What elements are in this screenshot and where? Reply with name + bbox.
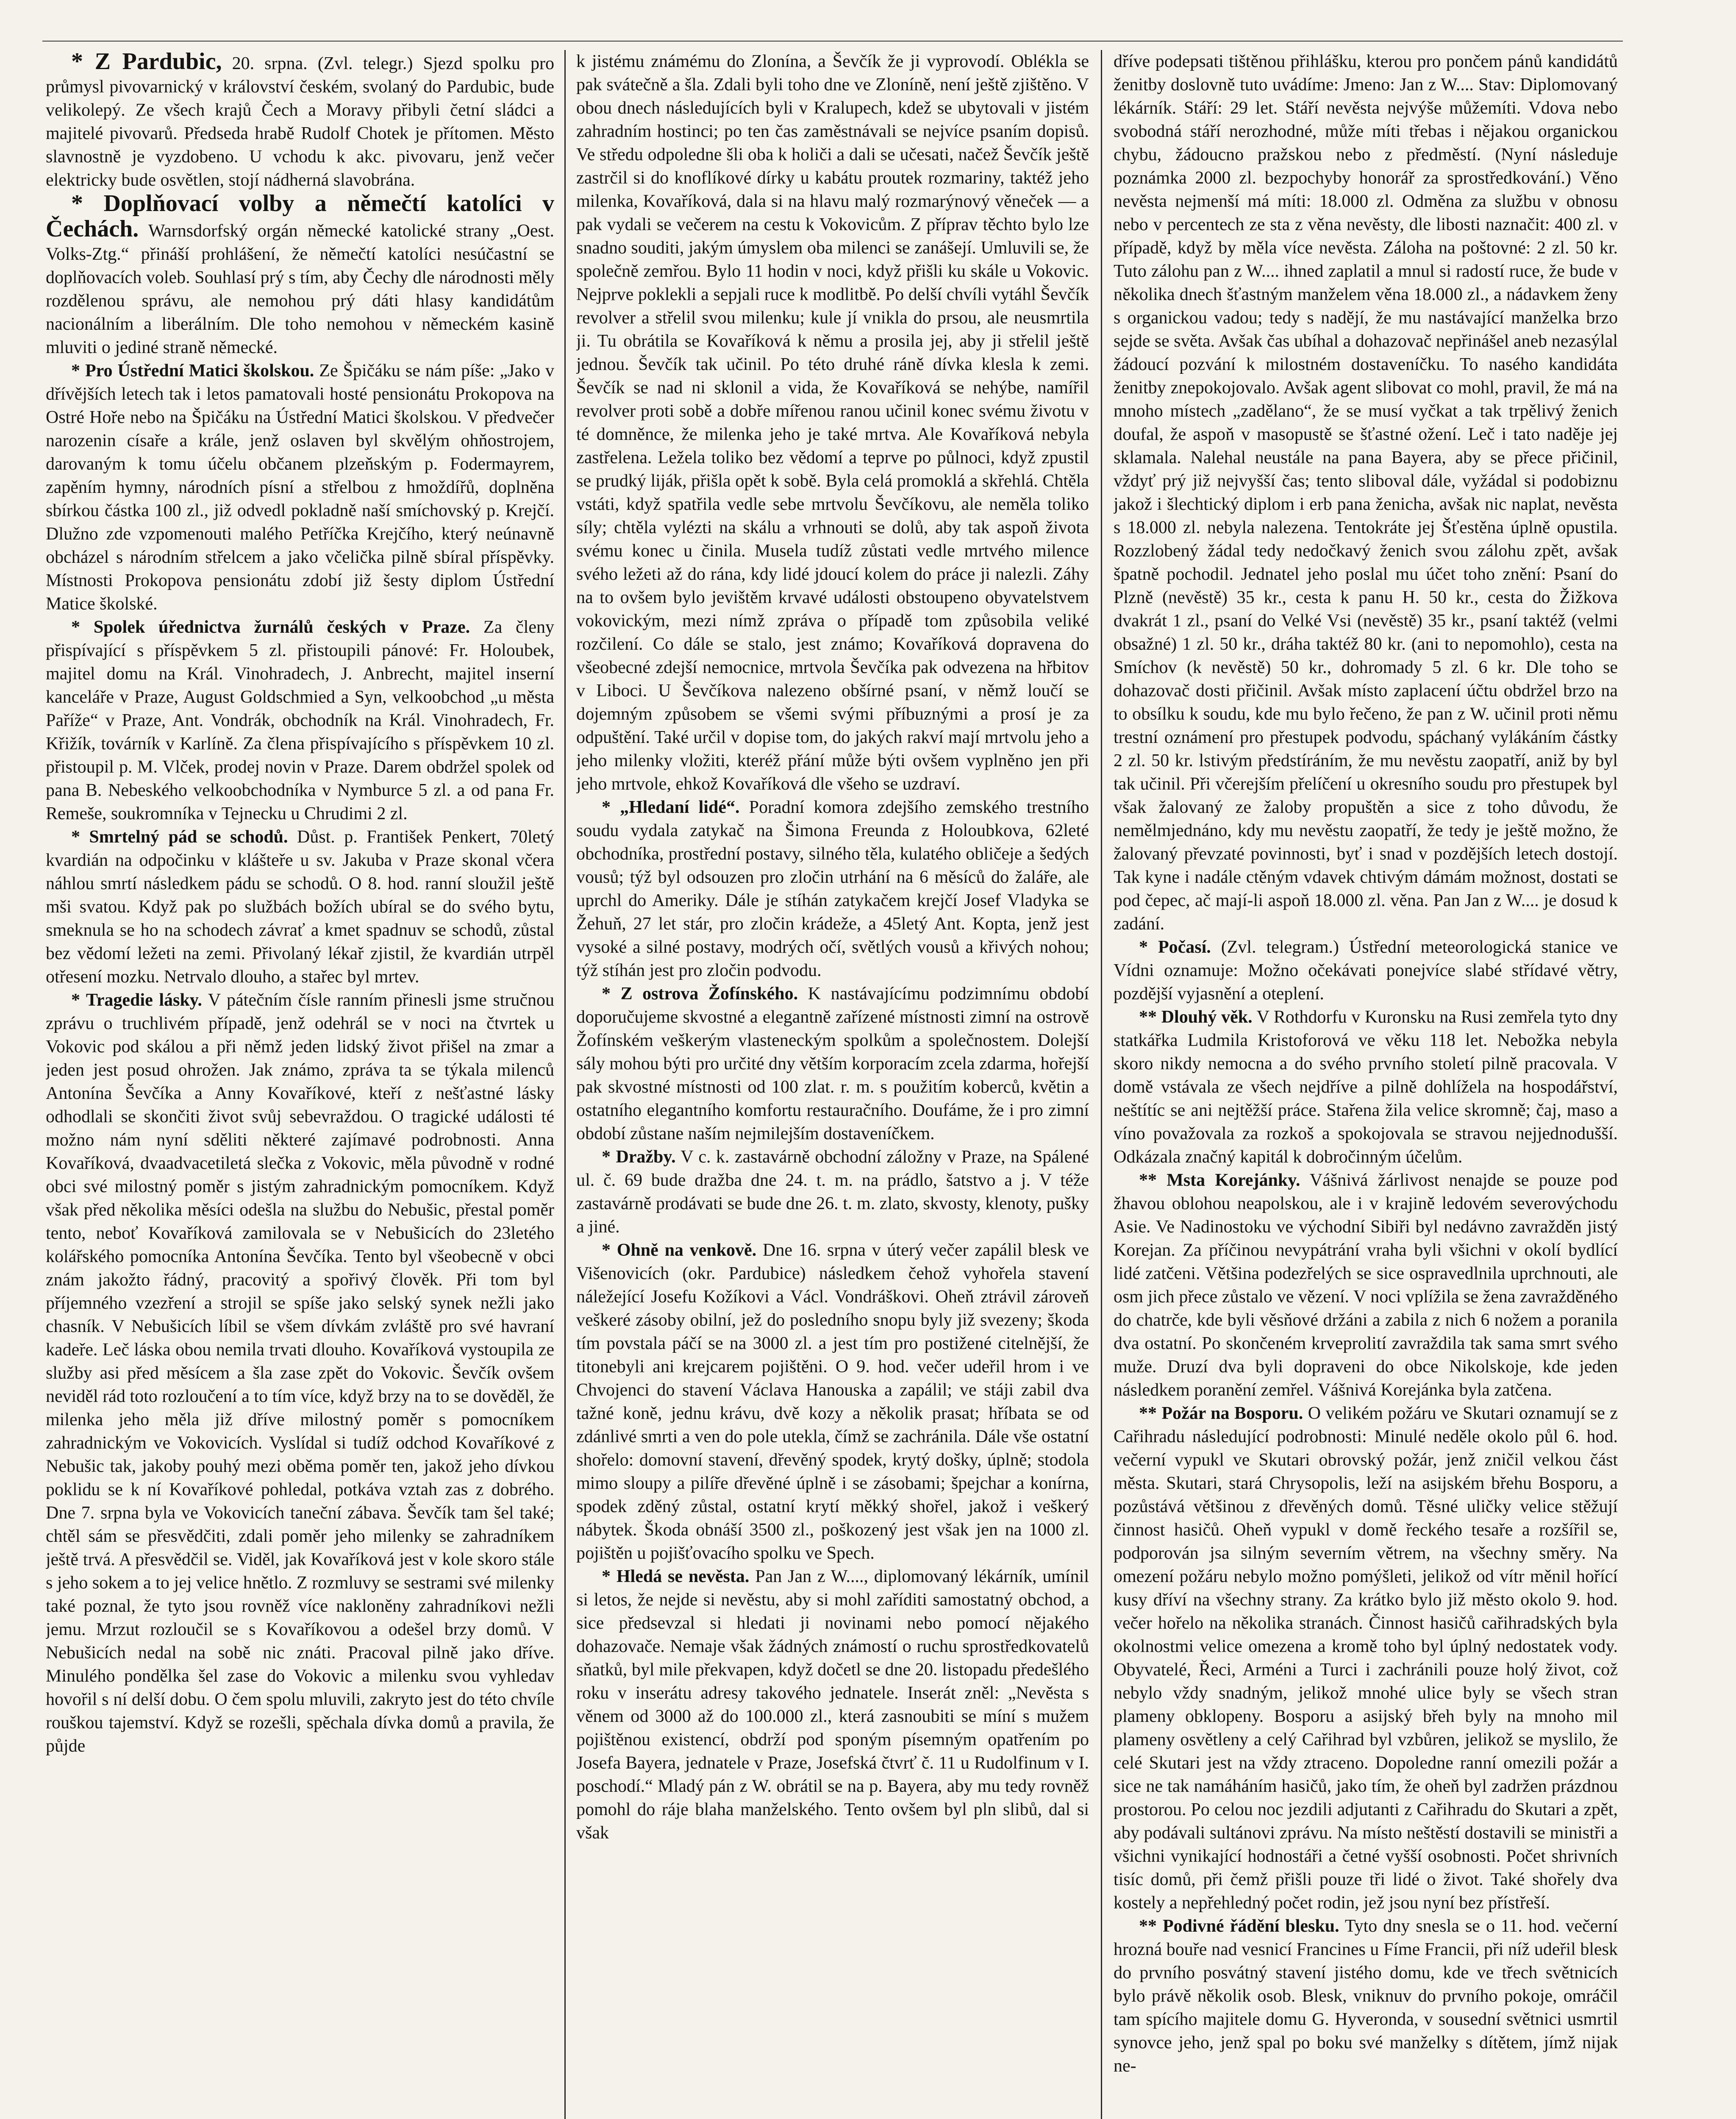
- article-paragraph: [1114, 1402, 1618, 1915]
- article-paragraph: [576, 796, 1089, 982]
- article-paragraph: [576, 1146, 1089, 1239]
- article-body: Poradní komora zdejšího zemského trestního soudu vydala zatykač na Šimona Freunda z Holoubkova, 62leté obchodníka, prostřední postavy, silného těla, kulatého obličeje a šedých vousů; týž byl odsouzen pro zločin utrhání na 6 měsíců do žaláře, ale uprchl do Ameriky. Dále je stíhán zatykačem krejčí Josef Vladyka se Žehuň, 27 let stár, pro zločin krádeže, a 45letý Ant. Kopta, jenž jest vysoké a silné postavy, modrých očí, světlých vousů a křivých nohou; týž stíhán jest pro zločin podvodu.: [576, 798, 1089, 980]
- article: [46, 192, 554, 359]
- article-paragraph: [46, 192, 554, 359]
- article-body: dříve podepsati tištěnou přihlášku, kterou pro pončem pánů kandidátů ženitby doslovně tuto uvádíme: Jmeno: Jan z W.... Stav: Diplomovaný lékárník. Stáří: 29 let. Stáří nevěsta nejvýše můžemíti. Vdova nebo svobodná stáří nerozhodné, může míti třebas i nějakou organickou chybu, žádoucno pražskou nebo z předměstí. (Nyní následuje poznámka 2000 zl. bezpochyby honorář za sprostředkování.) Věno nevěsta nejmenší má míti: 18.000 zl. Odměna za službu v obnosu nebo v percentech ze sta z věna nevěsty, dle libosti naznačit: 400 zl. v případě, když by měla více nevěsta. Záloha na poštovné: 2 zl. 50 kr. Tuto zálohu pan z W.... ihned zaplatil a mnul si radostí ruce, že bude v několika dnech šťastným manželem věna 18.000 zl., a nádavkem ženy s organickou vadou; tedy s nadějí, že mu nastávající manželka brzo sejde se světa. Avšak čas ubíhal a dohazovač nepřinášel aneb nezasýlal žádoucí pozvání k milostném dostaveníčku. To nasého kandidáta ženitby znepokojovalo. Avšak agent slibovat co mohl, pravil, že má na mnoho místech „zadělano“, že se musí vyčkat a tak trpělivý ženich doufal, že aspoň v masopustě se šťastné ožení. Leč i tato naděje jej sklamala. Nalehal neustále na pana Bayera, aby se přece přičinil, vždyť prý již nejvyšší čas; tento sliboval dále, vyžádal si podobiznu jakož i šlechtický diplom i erb pana ženicha, avšak nic naplat, nevěsta s 18.000 zl. nebyla nalezena. Tentokráte jej Šťestěna úplně opustila. Rozzlobený žádal tedy nedočkavý ženich svou zálohu zpět, avšak špatně pochodil. Jednatel jeho poslal mu účet toho znění: Psaní do Plzně (nevěstě) 35 kr., cesta k panu H. 50 kr., cesta do Žižkova dvakrát 1 zl., psaní do Velké Vsi (nevěstě) 35 kr., psaní taktéž (velmi obsažné) 1 zl. 50 kr., dráha taktéž 80 kr. (ani to nepomohlo), cesta na Smíchov (k nevěstě) 50 kr., dohromady 5 zl. 6 kr. Dle toho se dohazovač dosti přičinil. Avšak místo zaplacení účtu obdržel brzo na to obsílku k soudu, kde mu bylo řečeno, že pan z W. učinil proti němu trestní oznámení pro přestupek podvodu, spáchaný vylákáním částky 2 zl. 50 kr. lstivým předstíráním, že mu nevěstu zaopatří, aniž by byl tak učinil. Při včerejším přelíčení u okresního soudu pro přestupek byl však žalovaný ze žaloby propuštěn a sice z toho důvodu, že nemělmjednáno, kdy mu nevěstu zaopatří, že tedy je ještě možno, že žalovaný převzaté povinnosti, byť i snad v pozdějších letech dostojí. Tak kyne i nadále ctěným vdavek chtivým dámám možnost, dostati se pod čepec, ač mají-li aspoň 18.000 zl. věna. Pan Jan z W.... je dosud k zadání.: [1114, 52, 1618, 934]
- article-body: V Rothdorfu v Kuronsku na Rusi zemřela tyto dny statkářka Ludmila Kristoforová ve věku 118 let. Nebožka nebyla skoro nikdy nemocna a do svého prvního století pilně pracovala. V domě vstávala ze všech nejdříve a pilně dohlížela na hospodářství, neštítíc se ani nejtěžší práce. Stařena žila velice skromně; čaj, maso a víno považovala za rozkoš a spokojovala se stravou nejjednodušší. Odkázala značný kapitál k dobročinným účelům.: [1114, 1007, 1618, 1167]
- article-paragraph: [1114, 1915, 1618, 2078]
- article-headline: * Smrtelný pád se schodů.: [71, 827, 288, 847]
- article-paragraph: [576, 1239, 1089, 1565]
- article-paragraph: [46, 616, 554, 826]
- article-headline: ** Dlouhý věk.: [1139, 1007, 1253, 1027]
- article-headline: ** Požár na Bosporu.: [1139, 1404, 1303, 1423]
- article-body: 20. srpna. (Zvl. telegr.) Sjezd spolku pro průmysl pivovarnický v království českém, svolaný do Pardubic, bude velikolepý. Ze všech krajů Čech a Moravy přibyli četní sládci a majitelé pivovarů. Předseda hrabě Rudolf Chotek je přítomen. Město slavnostně je vyzdobeno. U vchodu k akc. pivovaru, jenž večer elektricky bude osvětlen, stojí nádherná slavobrána.: [46, 54, 554, 190]
- article: [46, 50, 554, 192]
- article-paragraph: [576, 1565, 1089, 1845]
- article-body: Vášnivá žárlivost nenajde se pouze pod žhavou oblohou neapolskou, ale i v krajině ledovém severovýchodu Asie. Ve Nadinostoku ve východní Sibiři byl nedávno zavražděn jistý Korejan. Za příčinou nevypátrání vraha byli všichni v okolí bydlící lidé zatčeni. Většina podezřelých se sice ospravedlnila uprchnouti, ale osm jich přece zůstalo ve vězení. V noci vplížila se žena zavražděného do chatrče, kde byli věsňové držáni a zabila z nich 6 nožem a poranila dva ostatní. Po skončeném krveprolití zavraždila tak sama smrt svého muže. Druzí dva byli dopraveni do obce Nikolskoje, kde jeden následkem poranění zemřel. Vášnivá Korejánka byla zatčena.: [1114, 1171, 1618, 1400]
- article: [576, 1146, 1089, 1239]
- article: [576, 50, 1089, 796]
- article: [1114, 50, 1618, 936]
- article-headline: * Z Pardubic,: [71, 50, 222, 75]
- article-headline: * Pro Ústřední Matici školskou.: [71, 361, 314, 381]
- top-rule: [42, 41, 1623, 42]
- article-headline: * Tragedie lásky.: [71, 990, 202, 1010]
- article-paragraph: [1114, 936, 1618, 1006]
- article: [1114, 936, 1618, 1006]
- column-2: [576, 50, 1089, 2119]
- article: [576, 796, 1089, 982]
- article-body: Warnsdorfský orgán německé katolické strany „Oest. Volks-Ztg.“ přináší prohlášení, že němečtí katolíci nesúčastní se doplňovacích voleb. Souhlasí prý s tím, aby Čechy dle národnosti měly rozdělenou správu, ale nemohou prý dáti hlasy kandidátům nacionálním a liberálním. Dle toho nemohou v německém kasině mluviti o jediné straně německé.: [46, 221, 554, 357]
- article-paragraph: [576, 982, 1089, 1146]
- article-paragraph: [1114, 1006, 1618, 1169]
- article-headline: * Hledá se nevěsta.: [602, 1567, 750, 1586]
- article: [1114, 1915, 1618, 2078]
- article-body: Důst. p. František Penkert, 70letý kvardián na odpočinku v klášteře u sv. Jakuba v Praze skonal včera náhlou smrtí následkem pádu se schodů. O 8. hod. ranní sloužil ještě mši svatou. Když pak po službách božích ubíral se do svého bytu, smeknula se ho na schodech závrať a kmet spadnuv se schodů, zůstal bez vědomí ležeti na zemi. Přivolaný lékař zjistil, že kvardián utrpěl otřesení mozku. Netrvalo dlouho, a stařec byl mrtev.: [46, 827, 554, 987]
- article-body: Pan Jan z W...., diplomovaný lékárník, umínil si letos, že nejde si nevěstu, aby si mohl zaříditi samostatný obchod, a sice předsevzal si hledati ji novinami nebo pomocí nějakého dohazovače. Nemaje však žádných známostí o ruchu sprostředkovatelů sňatků, byl mile překvapen, když dočetl se dne 20. listopadu předešlého roku v inserátu adresy takového jednatele. Inserát zněl: „Nevěsta s věnem od 3000 až do 100.000 zl., která zasnoubiti se míní s mužem pojištěnou existencí, obdrží pod sponým písemným opatřením po Josefa Bayera, jednatele v Praze, Josefská čtvrť č. 11 u Rudolfinum v I. poschodí.“ Mladý pán z W. obrátil se na p. Bayera, aby mu tedy rovněž pomohl do ráje blaha manželského. Tento ovšem byl pln slibů, dal si však: [576, 1567, 1089, 1843]
- article-body: V c. k. zastavárně obchodní záložny v Praze, na Spálené ul. č. 69 bude dražba dne 24. t. m. na prádlo, šatstvo a j. V téže zastavárně prodávati se bude dne 26. t. m. zlato, skvosty, klenoty, pušky a jiné.: [576, 1147, 1089, 1237]
- article-headline: ** Podivné řádění blesku.: [1139, 1916, 1339, 1936]
- article-paragraph: [46, 50, 554, 192]
- article: [46, 616, 554, 826]
- article-body: O velikém požáru ve Skutari oznamují se z Cařihradu následující podrobnosti: Minulé neděle okolo půl 6. hod. večerní vypukl ve Skutari obrovský požár, jenž zničil velkou část města. Skutari, stará Chrysopolis, leží na asijském břehu Bosporu, a pozůstává většinou z dřevěných domů. Těsné uličky velice stěžují činnost hasičů. Oheň vypukl v domě řeckého tesaře a rozšířil se, podporován jsa silným severním větrem, na všechny směry. Na omezení požáru nebylo možno pomýšleti, jelikož od vítr měnil hořící kusy dříví na všechny strany. Za krátko bylo již město okolo 9. hod. večer hořelo na několika stranách. Činnost hasičů cařihradských byla okolnostmi velice omezena a kromě toho byl úplný nedostatek vody. Obyvatelé, Řeci, Arméni a Turci i zachránili pouze holý život, což nebylo vždy snadným, jelikož mnohé ulice byly se všech stran plameny obklopeny. Bosporu a asijský břeh byly na mnoho mil plameny osvětleny a celý Cařihrad byl vzbůren, jelikož se myslilo, že celé Skutari jest na vždy ztraceno. Dopoledne ranní omezili požár a sice ne tak namáháním hasičů, jako tím, že oheň byl zadržen prázdnou prostorou. Po celou noc jezdili adjutanti z Cařihradu do Skutari a zpět, aby podávali sultánovi zprávu. Na místo neštěstí dostavili se ministři a všichni vynikající hodnostáři a četné vyšší osobnosti. Počet shrivních tisíc domů, při čemž přišli pouze tři lidé o život. Také shořely dva kostely a nepřehledný počet rodin, jež jsou nyní bez přístřeší.: [1114, 1404, 1618, 1913]
- column-divider: [1101, 50, 1102, 2119]
- article-paragraph: [1114, 1169, 1618, 1402]
- article-paragraph: [46, 989, 554, 1758]
- article-body: Dne 16. srpna v úterý večer zapálil blesk ve Višenovicích (okr. Pardubice) následkem čehož vyhořela stavení náležející Josefu Kožíkovi a Václ. Vondráškovi. Oheň ztrávil zároveň veškeré zásoby obilní, jež do posledního snopu byly již svezeny; škoda tím povstala páčí se na 3000 zl. a jest tím pro postižené citelnější, že titonebyli ani krejcarem pojištěni. O 9. hod. večer udeřil hrom i ve Chvojenci do stavení Václava Hanouska a zapálil; ve stáji zabil dva tažné koně, jednu krávu, dvě kozy a několik prasat; hříbata se od zdánlivé smrti a ven do pole utekla, čímž se zachránila. Dále vše ostatní shořelo: domovní stavení, dřevěný spodek, krytý došky, úplně; stodola mimo sloupy a pilíře dřevěné úplně i se zásobami; špejchar a konírna, spodek zděný zůstal, ostatní krytí měkký shořel, jakož i veškerý nábytek. Škoda obnáší 3500 zl., poškozený jest však jen na 1000 zl. pojištěn u pojišťovacího spolku ve Spech.: [576, 1240, 1089, 1563]
- column-divider: [564, 50, 566, 2119]
- article-headline: * „Hledaní lidé“.: [602, 798, 740, 817]
- article-body: V pátečním čísle ranním přinesli jsme stručnou zprávu o truchlivém případě, jenž odehrál se v noci na čtvrtek u Vokovic pod skálou a při němž jeden lidský život přišel na zmar a jeden jest posud ohrožen. Jak známo, zpráva ta se týkala milenců Antonína Ševčíka a Anny Kovaříkové, kteří z nešťastné lásky odhodlali se skončiti život svůj sebevraždou. O tragické události té možno nám nyní sděliti některé zajímavé podrobnosti. Anna Kovaříková, dvaadvacetiletá slečka z Vokovic, měla původně v rodné obci své milostný poměr s jistým zahradnickým pomocníkem. Když však před několika měsíci odešla na službu do Nebušic, přestal poměr tento, neboť Kovaříková zamilovala se v Nebušicích do 23letého kolářského pomocníka Antonína Ševčíka. Tento byl všeobecně v obci znám jakožto řádný, pracovitý a spořivý člověk. Při tom byl příjemného vzezření a strojil se spíše jako selský synek nežli jako chasník. V Nebušicích líbil se všem dívkám zvláště pro své havraní kadeře. Leč láska obou nemila trvati dlouho. Kovaříková vystoupila ze služby asi před měsícem a šla zase zpět do Vokovic. Ševčík ovšem neviděl rád toto rozloučení a to tím více, když brzy na to se dověděl, že milenka jeho měla již dříve milostný poměr s pomocníkem zahradnickým ve Vokovicích. Vyslídal si tudíž odchod Kovaříkové z Nebušic tak, jakoby pouhý mezi oběma poměr ten, jakož jeho dívkou poklidu se k ní Kovaříkové pohledal, potkáva vztah zas z dobrého. Dne 7. srpna byla ve Vokovicích taneční zábava. Ševčík tam šel také; chtěl sám se přesvědčiti, zdali poměr jeho milenky se zahradníkem ještě trvá. A přesvědčil se. Viděl, jak Kovaříková jest v kole skoro stále s jeho sokem a to jej velice hnětlo. Z rozmluvy se sestrami své milenky také poznal, že tyto jsou rovněž více nakloněny zahradníkovi nežli jemu. Mrzut rozloučil se s Kovaříkovou a odešel brzy domů. V Nebušicích nedal na sobě nic znáti. Pracoval pilně jako dříve. Minulého pondělka šel zase do Vokovic a milenku svou vyhledav hovořil s ní delší dobu. O čem spolu mluvili, zakryto jest do této chvíle rouškou tajemství. Když se rozešli, spěchala dívka domů a pravila, že půjde: [46, 990, 554, 1756]
- article-paragraph: [576, 50, 1089, 796]
- article-headline: * Počasí.: [1139, 937, 1211, 957]
- article-headline: * Spolek úřednictva žurnálů českých v Praze.: [71, 617, 470, 637]
- article-body: Za členy přispívající s příspěvkem 5 zl. přistoupili pánové: Fr. Holoubek, majitel domu na Král. Vinohradech, J. Anbrecht, majitel inserní kanceláře v Praze, August Goldschmied a Syn, velkoobchod „u města Paříže“ v Praze, Ant. Vondrák, obchodník na Král. Vinohradech, Fr. Křižík, továrník v Karlíně. Za člena přispívajícího s příspěvkem 10 zl. přistoupil p. M. Vlček, prodej novin v Praze. Darem obdržel spolek od pana B. Nebeského velkoobchodníka v Nymburce 5 zl. a od pana Fr. Remeše, soukromníka v Tejnecku u Chrudimi 2 zl.: [46, 617, 554, 823]
- article: [1114, 1402, 1618, 1915]
- article-headline: * Z ostrova Žofínského.: [602, 984, 798, 1004]
- article-headline: * Doplňovací volby a němečtí katolíci v Čechách.: [46, 190, 554, 242]
- article: [46, 826, 554, 989]
- article: [576, 982, 1089, 1146]
- article: [1114, 1006, 1618, 1169]
- article: [1114, 1169, 1618, 1402]
- article-paragraph: [46, 826, 554, 989]
- article: [576, 1239, 1089, 1565]
- column-3: [1114, 50, 1618, 2119]
- article-body: K nastávajícímu podzimnímu období doporučujeme skvostné a elegantně zařízené místnosti zimní na ostrově Žofínském veškerým vlasteneckým spolkům a společnostem. Dolejší sály mohou býti pro určité dny větším korporacím zcela zdarma, hořejší pak skvostné místnosti od 100 zlat. r. m. s použitím koberců, květin a ostatního elegantního komfortu restauračního. Doufáme, že i pro zimní období zůstane naším nejmilejším dostaveníčkem.: [576, 984, 1089, 1143]
- article-headline: * Ohně na venkově.: [602, 1240, 757, 1260]
- column-1: [46, 50, 554, 2119]
- article-body: (Zvl. telegram.) Ústřední meteorologická stanice ve Vídni oznamuje: Možno očekávati ponejvíce slabé střídavé větry, pozdější vyjasnění a oteplení.: [1114, 937, 1618, 1004]
- article-headline: * Dražby.: [602, 1147, 676, 1167]
- article: [46, 359, 554, 616]
- article-body: Tyto dny snesla se o 11. hod. večerní hrozná bouře nad vesnicí Francines u Fíme Francii, při níž udeřil blesk do prvního posvátný stavení jistého domu, kde ve třech světnicích bylo právě několik osob. Blesk, vniknuv do prvního pokoje, omráčil tam spícího majitele domu G. Hyveronda, v sousední světnici usmrtil synovce jeho, jenž spal po boku své manželky s dítětem, jímž nijak ne-: [1114, 1916, 1618, 2076]
- article: [576, 1565, 1089, 1845]
- article: [46, 989, 554, 1758]
- article-paragraph: [1114, 50, 1618, 936]
- article-body: Ze Špičáku se nám píše: „Jako v dřívějších letech tak i letos pamatovali hosté pensionátu Prokopova na Ostré Hoře nebo na Špičáku na Ústřední Matici školskou. V předvečer narozenin císaře a krále, jenž oslaven byl skvělým ohňostrojem, darovaným k tomu účelu občanem plzeňským p. Fodermayrem, zapěním hymny, národních písní a střelbou z hmoždířů, doplněna sbírkou částka 100 zl., již odvedl pokladně naší smíchovský p. Krejčí. Dlužno zde vzpomenouti malého Petříčka Krejčího, který neúnavně obcházel s národním střelcem a jako včelička pilně sbíral příspěvky. Místnosti Prokopova pensionátu zdobí již šesty diplom Ústřední Matice školské.: [46, 361, 554, 614]
- article-paragraph: [46, 359, 554, 616]
- article-headline: ** Msta Korejánky.: [1139, 1171, 1300, 1190]
- article-body: k jistému známému do Zlonína, a Ševčík že ji vyprovodí. Oblékla se pak svátečně a šla. Zdali byli toho dne ve Zloníně, není ještě zjištěno. V obou dnech následujících byli v Kralupech, kdež se ubytovali v jistém zahradním hostinci; po ten čas zaměstnávali se nejvíce psaním dopisů. Ve středu odpoledne šli oba k holiči a dali se učesati, načež Ševčík ještě zastrčil si do knoflíkové dírky u kabátu proutek rozmariny, taktéž jeho milenka, Kovaříková, dala si na hlavu malý rozmarýnový věneček — a pak vydali se večerem na cestu k Vokovicům. Z příprav těchto bylo lze snadno souditi, jakým úmyslem oba milenci se zanášejí. Umluvili se, že společně zemřou. Bylo 11 hodin v noci, když přišli ku skále u Vokovic. Nejprve poklekli a sepjali ruce k modlitbě. Po delší chvíli vytáhl Ševčík revolver a střelil svou milenku; kule jí vnikla do prsou, ale neusmrtila ji. Tu obrátila se Kovaříková k němu a prosila jej, aby ji střelil ještě jednou. Ševčík tak učinil. Po této druhé ráně dívka klesla k zemi. Ševčík se nad ni sklonil a vida, že Kovaříková se nehýbe, namířil revolver proti sobě a dobře mířenou ranou učinil konec svému životu v té domněnce, že milenka jeho je také mrtva. Ale Kovaříková nebyla zastřelena. Ležela toliko bez vědomí a teprve po půlnoci, když zpustil se prudký liják, přišla opět k sobě. Byla celá promoklá a skřehlá. Chtěla vstáti, když spatřila vedle sebe mrtvolu Ševčíkovu, ale neměla toliko síly; chtěla vylézti na skálu a vrhnouti se dolů, aby tak aspoň života svému konec u činila. Musela tudíž zůstati vedle mrtvého milence svého ležeti až do rána, kdy lidé jdoucí kolem do práce ji nalezli. Záhy na to ovšem bylo jevištěm krvavé události obstoupeno obyvatelstvem vokovickým, mezi nímž zpráva o případě tom způsobila veliké rozčilení. Co dále se stalo, jest známo; Kovaříková dopravena do všeobecné zdejší nemocnice, mrtvola Ševčíka pak odvezena na hřbitov v Liboci. U Ševčíkova nalezeno obšírné psaní, v němž loučí se dojemným způsobem se všemi svými příbuznými a prosí je za odpuštění. Také určil v dopise tom, do jakých rakví mají mrtvolu jeho a jeho milenky vložiti, kteréž přání může býti ovšem vyplněno jen při jeho mrtvole, ehkož Kovaříková dle všeho se uzdraví.: [576, 52, 1089, 794]
